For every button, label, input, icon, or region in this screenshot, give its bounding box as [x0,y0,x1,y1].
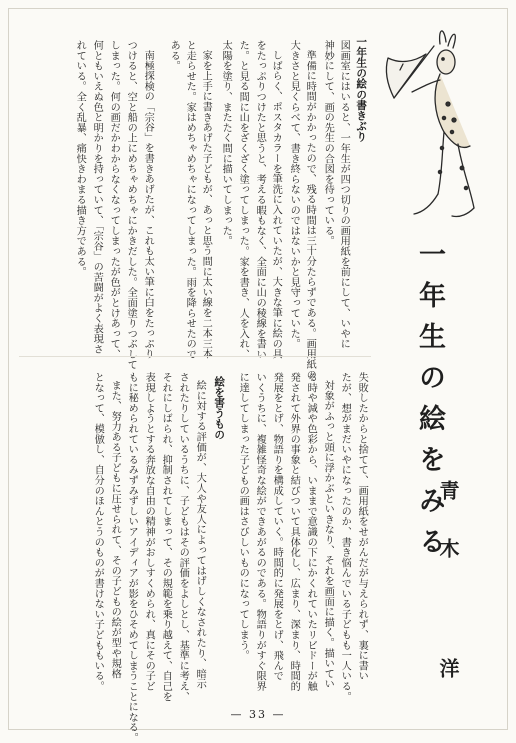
section2-line: となって、模倣し、自分のほんとうのものが書けない子どももいる。 [92,372,104,692]
section1-line: しまった。何の画だかわからなくなってしまったが色がとけあって、 [108,40,120,360]
section2-line: また、努力ある子どもに圧せられて、その子どもの絵が型や規格 [109,380,121,679]
section2-line: 表現しようとする奔放な自由の精神がおしすくめられ、真にその子ど [143,372,155,692]
section1-line: 南極探検の「宗谷」を書きあげたが、これも太い筆に白をたっぷり [142,50,154,359]
section2-line: それにしばられ、抑制されてしまって、その規範を乗り越えて、自己を [160,372,172,702]
section1-line: ある。 [168,40,180,71]
section2-line: 絵に対する評価が、大人や友人によってはげしくなされたり、暗示 [194,380,206,689]
section1-line: 家を上手に書きあげた子どもが、あっと思う間に太い線を二本三本 [200,50,212,359]
section2-line: る時や減や色彩から、いままで意識の下にかくれていたリビドーが触 [305,372,317,692]
section1-line: れている。全く乱暴、痛快きわまる描き方である。 [74,40,86,277]
section2-line: されたりしているうちに、子どもはその評価をよしとし、基準に考え、 [177,372,189,702]
section1-line: つけると、空と船の上にめちゃめちゃにかきだした。全面塗りつぶして [125,40,137,370]
section2-heading: 絵を害うもの [213,376,226,440]
section2-line: たが、想がまだいやになったのか、書き悩んでいる子どもも一人いる。 [339,372,351,702]
section1-heading: 一年生の絵の書きぶり [355,36,368,142]
section1-line: 大きさと見くらべて、書き終らないのではないかと見守っていた。 [288,40,300,349]
section1-line: 準備に時間がかかったので、残る時間は三十分たらずである。画用紙の [304,50,316,380]
section2-line: に達してしまった子どもの画はさびしいものになってしまう。 [237,372,249,661]
section2-line: もに秘められているみずみずしいアイディアが影をひそめてしまうことになる。 [126,372,138,743]
section2-line: 対象がふっと頭に浮かぶといきなり、それを画面に描く。描いてい [322,380,334,689]
article-title: 一年生の絵をみる [414,240,445,568]
section1-line: 図画室にはいると、一年生が四つ切りの画用紙を前にして、いやに [338,40,350,349]
article-author: 青木 洋 [436,480,460,716]
section1-line: 神妙にして、画の先生の合図を待っている。 [322,40,334,246]
section1-line: 何ともいえぬ色と明かりを持っていて、「宗谷」の苦闘がよく表現さ [91,40,103,355]
section2-line: 発されて外界の事象と結びついて具体化し、広まり、深まり、時間的 [288,372,300,692]
section1-line: と走らせた。家はめちゃめちゃになってしまった。雨を降らせたので [184,40,196,360]
rabbit-flag-illustration [382,28,482,228]
section2-line: 失敗したからと捨てて、画用紙をせがんだが与えられず、裏に書い [356,372,368,681]
section1-line: 太陽を塗り、またたく間に描いてしまった。 [220,40,232,246]
section1-line: た。と見る間に山をざくざく塗ってしまった。家を書き、人を入れ、 [237,40,249,360]
section1-line: をたっぷりつけたと思うと、考える暇もなく、全面に山の稜線を書い [254,40,266,360]
section1-line: しばらく、ポスタカラーを筆洗に入れていたが、大きな筆に絵の具 [270,50,282,359]
section2-line: 発展をとげ、物語りを構成していく。時間的に発展をとげ、飛んで [271,372,283,681]
page-number: — 33 — [230,708,286,721]
section2-line: いくうちに、複雑怪奇な絵ができあがるのである。物語りがすぐ限界 [254,372,266,692]
column-divider [19,356,371,357]
